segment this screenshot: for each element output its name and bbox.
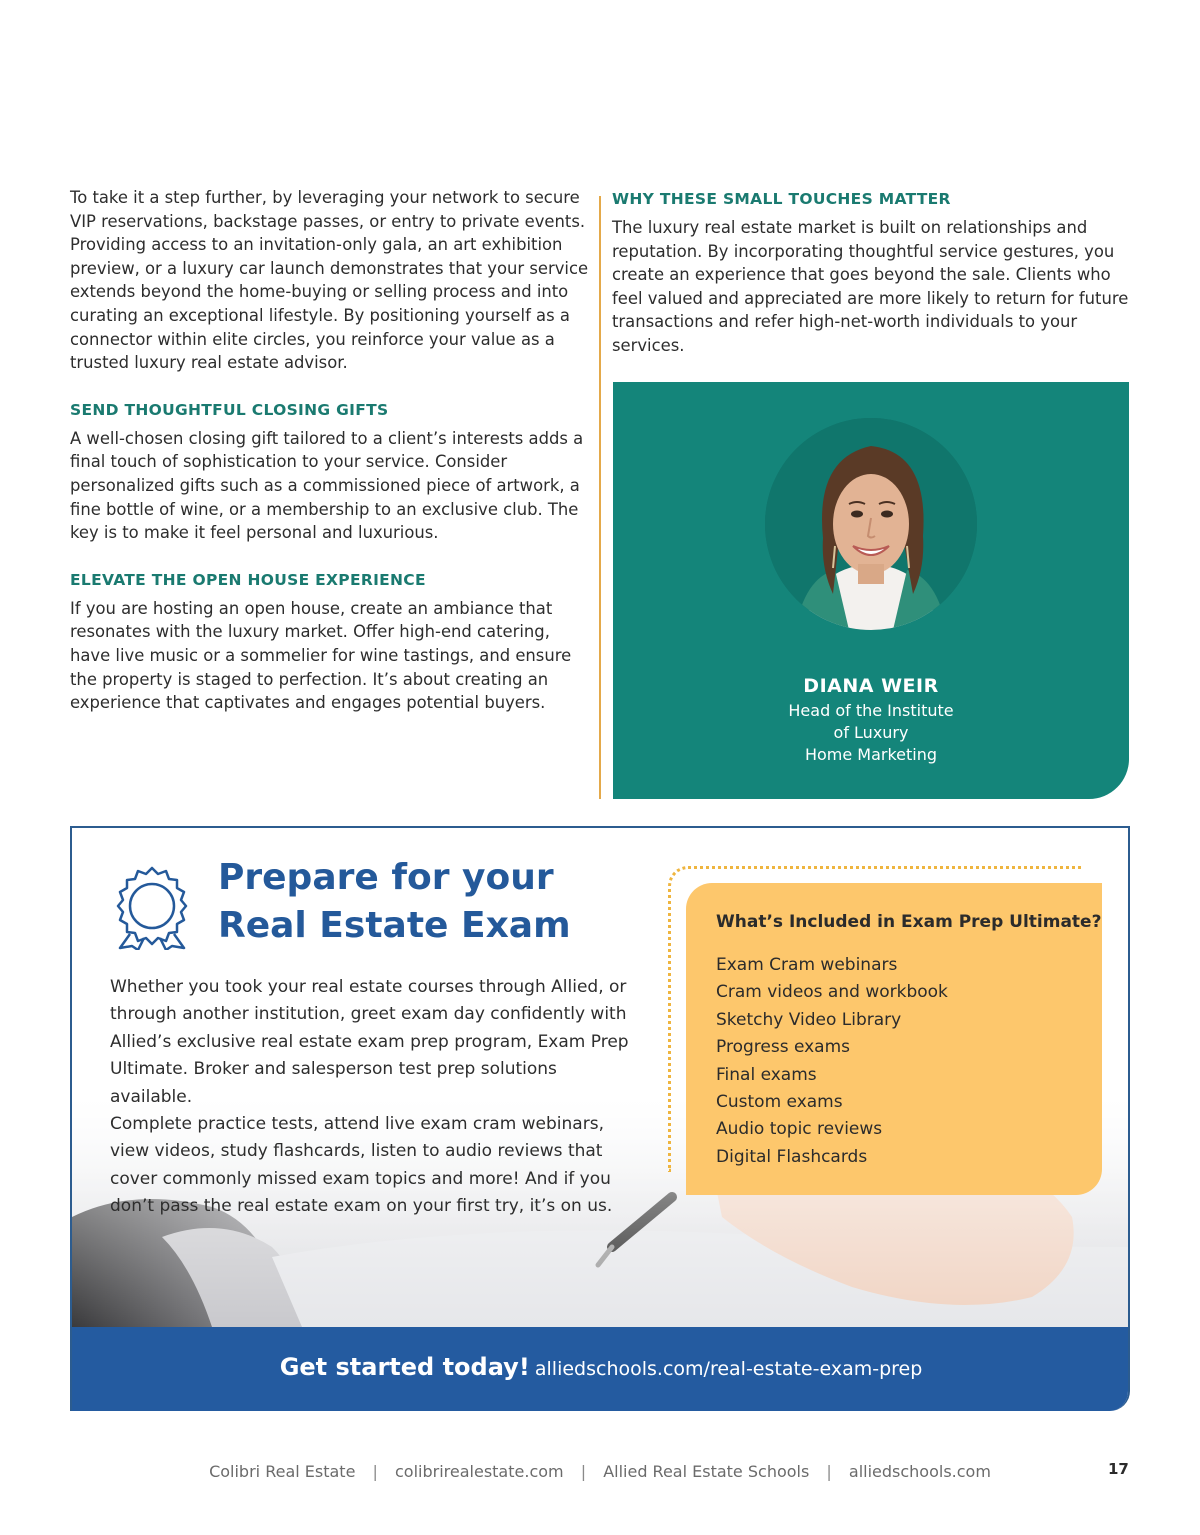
right-column [612, 190, 1132, 358]
included-list [716, 952, 1102, 1171]
included-heading: What’s Included in Exam Prep Ultimate? [716, 912, 1102, 932]
ad-paragraph: Complete practice tests, attend live exam cram webinars, view videos, study flashcards, listen to audio reviews that cover commonly missed exam topics and more! And if you don’t pass the real estate exam on your first try, it’s on us. [110, 1114, 613, 1217]
footer-link[interactable]: alliedschools.com [848, 1462, 991, 1481]
cta-link[interactable]: alliedschools.com/real-estate-exam-prep [534, 1358, 923, 1380]
profile-title [771, 700, 971, 766]
ad-title-line: Real Estate Exam [218, 905, 571, 946]
section-heading: WHY THESE SMALL TOUCHES MATTER [612, 190, 951, 208]
ad-title [218, 854, 598, 950]
list-item: Audio topic reviews [716, 1119, 883, 1140]
footer-separator: | [372, 1462, 378, 1481]
section-open-house [70, 571, 590, 715]
page-number: 17 [1108, 1460, 1129, 1478]
award-badge-icon [110, 864, 194, 950]
left-column [70, 186, 590, 715]
included-box [686, 883, 1102, 1195]
profile-title-line: Home Marketing [804, 745, 938, 764]
ad-title-line: Prepare for your [218, 857, 554, 898]
list-item: Digital Flashcards [716, 1146, 868, 1167]
section-heading: SEND THOUGHTFUL CLOSING GIFTS [70, 400, 389, 419]
list-item: Sketchy Video Library [716, 1009, 902, 1030]
footer-item: Allied Real Estate Schools [603, 1462, 810, 1481]
footer-separator: | [826, 1462, 832, 1481]
list-item: Progress exams [716, 1037, 851, 1058]
footer-item: Colibri Real Estate [209, 1462, 356, 1481]
footer-separator: | [580, 1462, 587, 1481]
section-body: The luxury real estate market is built on relationships and reputation. By incorporating thoughtful service gestures, you create an experience that goes beyond the sale. Clients who feel valued and appreciated are more likely to return for future transactions and refer high-net-worth individuals to your services. [612, 218, 1129, 355]
footer-link[interactable]: colibrirealestate.com [395, 1462, 564, 1481]
cta-text: Get started today! [279, 1353, 530, 1381]
profile-title-line: Head of the Institute [788, 701, 954, 720]
profile-title-line: of Luxury [833, 723, 909, 742]
portrait-illustration [765, 418, 977, 630]
exam-prep-ad [70, 826, 1130, 1411]
section-heading: ELEVATE THE OPEN HOUSE EXPERIENCE [70, 570, 426, 589]
section-body: A well-chosen closing gift tailored to a client’s interests adds a final touch of sophistication to your service. Consider personalized gifts such as a commissioned piece of artwork, a fine bottle of wine, or a membership to an exclusive club. The key is to make it feel personal and luxurious. [70, 428, 584, 543]
list-item: Cram videos and workbook [716, 982, 948, 1003]
list-item: Exam Cram webinars [716, 955, 898, 975]
section-body: If you are hosting an open house, create an ambiance that resonates with the luxury market. Offer high-end catering, have live music or a sommelier for wine tastings, and ensure the property is staged to perfection. It’s about creating an experience that captivates and engages potential buyers. [70, 598, 572, 713]
list-item: Custom exams [716, 1092, 843, 1113]
ad-paragraph: Whether you took your real estate courses through Allied, or through another institution, greet exam day confidently with Allied’s exclusive real estate exam prep program, Exam Prep Ultimate. Broker and salesperson test prep solutions available. [110, 977, 629, 1107]
profile-portrait [765, 418, 977, 630]
intro-paragraph: To take it a step further, by leveraging your network to secure VIP reservations, backstage passes, or entry to private events. Providing access to an invitation-only gala, an art exhibition preview, or a luxury car launch demonstrates that your service extends beyond the home-buying or selling process and into curating an exceptional lifestyle. By positioning yourself as a connector within elite circles, you reinforce your value as a trusted luxury real estate advisor. [70, 188, 589, 373]
list-item: Final exams [716, 1064, 817, 1085]
cta-bar[interactable] [72, 1327, 1130, 1411]
section-closing-gifts [70, 401, 590, 545]
page-footer [0, 1462, 1200, 1481]
profile-name: DIANA WEIR [803, 675, 939, 697]
column-divider [599, 196, 601, 799]
profile-card [613, 382, 1129, 799]
